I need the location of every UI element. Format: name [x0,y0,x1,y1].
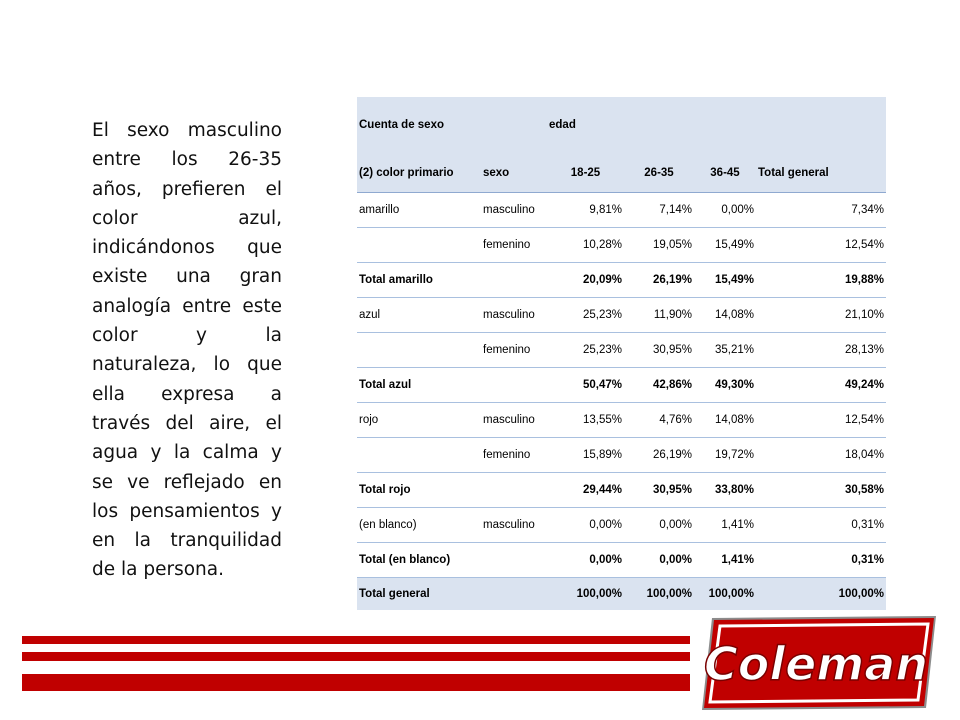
red-stripe-bottom [22,674,690,691]
percent-cell: 18,04% [756,438,886,473]
percent-cell: 49,30% [694,368,756,403]
percent-cell: 29,44% [547,473,624,508]
percent-cell: 15,49% [694,263,756,298]
red-stripe-middle [22,652,690,661]
color-cell: amarillo [357,193,481,228]
percent-cell: 26,19% [624,438,694,473]
percent-cell: 19,88% [756,263,886,298]
sex-cell: femenino [481,228,547,263]
percent-cell: 1,41% [694,543,756,578]
color-cell [357,333,481,368]
color-cell: Total general [357,578,481,611]
sex-cell: femenino [481,333,547,368]
percent-cell: 50,47% [547,368,624,403]
percent-cell: 0,31% [756,543,886,578]
color-cell: (en blanco) [357,508,481,543]
percent-cell: 30,58% [756,473,886,508]
percent-cell: 49,24% [756,368,886,403]
sex-cell [481,263,547,298]
percent-cell: 14,08% [694,298,756,333]
color-cell: Total azul [357,368,481,403]
percent-cell: 19,05% [624,228,694,263]
header-cell: edad [547,97,624,153]
percent-cell: 30,95% [624,333,694,368]
percent-cell: 14,08% [694,403,756,438]
color-cell: Total amarillo [357,263,481,298]
pivot-header-row-1 [357,97,886,153]
pivot-table [357,97,886,610]
header-cell [481,97,547,153]
total-row [357,473,886,508]
percent-cell: 10,28% [547,228,624,263]
percent-cell: 15,49% [694,228,756,263]
sex-cell: masculino [481,403,547,438]
percent-cell: 25,23% [547,333,624,368]
percent-cell: 12,54% [756,403,886,438]
percent-cell: 0,00% [624,543,694,578]
table-row [357,333,886,368]
sex-cell: masculino [481,193,547,228]
column-header: 36-45 [694,153,756,193]
percent-cell: 19,72% [694,438,756,473]
red-stripe-top [22,636,690,644]
column-header: Total general [756,153,886,193]
table-row [357,438,886,473]
percent-cell: 4,76% [624,403,694,438]
description-paragraph: El sexo masculino entre los 26-35 años, prefieren el color azul, indicándonos que existe una gran analogía entre este color y la naturaleza, lo que ella expresa a través del aire, el agua y la calma y se ve reflejado en los pensamientos y en la tranquilidad de la persona. [92,120,282,581]
percent-cell: 28,13% [756,333,886,368]
percent-cell: 1,41% [694,508,756,543]
pivot-header-row-2 [357,153,886,193]
percent-cell: 35,21% [694,333,756,368]
percent-cell: 21,10% [756,298,886,333]
sex-cell: masculino [481,298,547,333]
percent-cell: 11,90% [624,298,694,333]
percent-cell: 100,00% [694,578,756,611]
percent-cell: 0,00% [547,508,624,543]
grand-total-row [357,578,886,611]
logo-wordmark: Coleman [703,637,929,691]
sex-cell: masculino [481,508,547,543]
percent-cell: 26,19% [624,263,694,298]
color-cell: Total (en blanco) [357,543,481,578]
header-cell: Cuenta de sexo [357,97,481,153]
percent-cell: 7,34% [756,193,886,228]
sex-cell: femenino [481,438,547,473]
percent-cell: 30,95% [624,473,694,508]
color-cell: azul [357,298,481,333]
color-cell: rojo [357,403,481,438]
percent-cell: 0,31% [756,508,886,543]
color-cell: Total rojo [357,473,481,508]
percent-cell: 9,81% [547,193,624,228]
table-row [357,298,886,333]
sex-cell [481,543,547,578]
color-cell [357,228,481,263]
total-row [357,543,886,578]
column-header: (2) color primario [357,153,481,193]
color-cell [357,438,481,473]
table-row [357,228,886,263]
sex-cell [481,368,547,403]
percent-cell: 0,00% [624,508,694,543]
percent-cell: 100,00% [756,578,886,611]
percent-cell: 13,55% [547,403,624,438]
percent-cell: 20,09% [547,263,624,298]
coleman-logo [700,612,940,712]
column-header: sexo [481,153,547,193]
percent-cell: 33,80% [694,473,756,508]
percent-cell: 100,00% [624,578,694,611]
percent-cell: 7,14% [624,193,694,228]
table-row [357,193,886,228]
percent-cell: 0,00% [547,543,624,578]
percent-cell: 100,00% [547,578,624,611]
table-row [357,508,886,543]
total-row [357,368,886,403]
sex-cell [481,578,547,611]
percent-cell: 0,00% [694,193,756,228]
percent-cell: 12,54% [756,228,886,263]
sex-cell [481,473,547,508]
column-header: 26-35 [624,153,694,193]
percent-cell: 42,86% [624,368,694,403]
percent-cell: 15,89% [547,438,624,473]
column-header: 18-25 [547,153,624,193]
table-row [357,403,886,438]
percent-cell: 25,23% [547,298,624,333]
total-row [357,263,886,298]
